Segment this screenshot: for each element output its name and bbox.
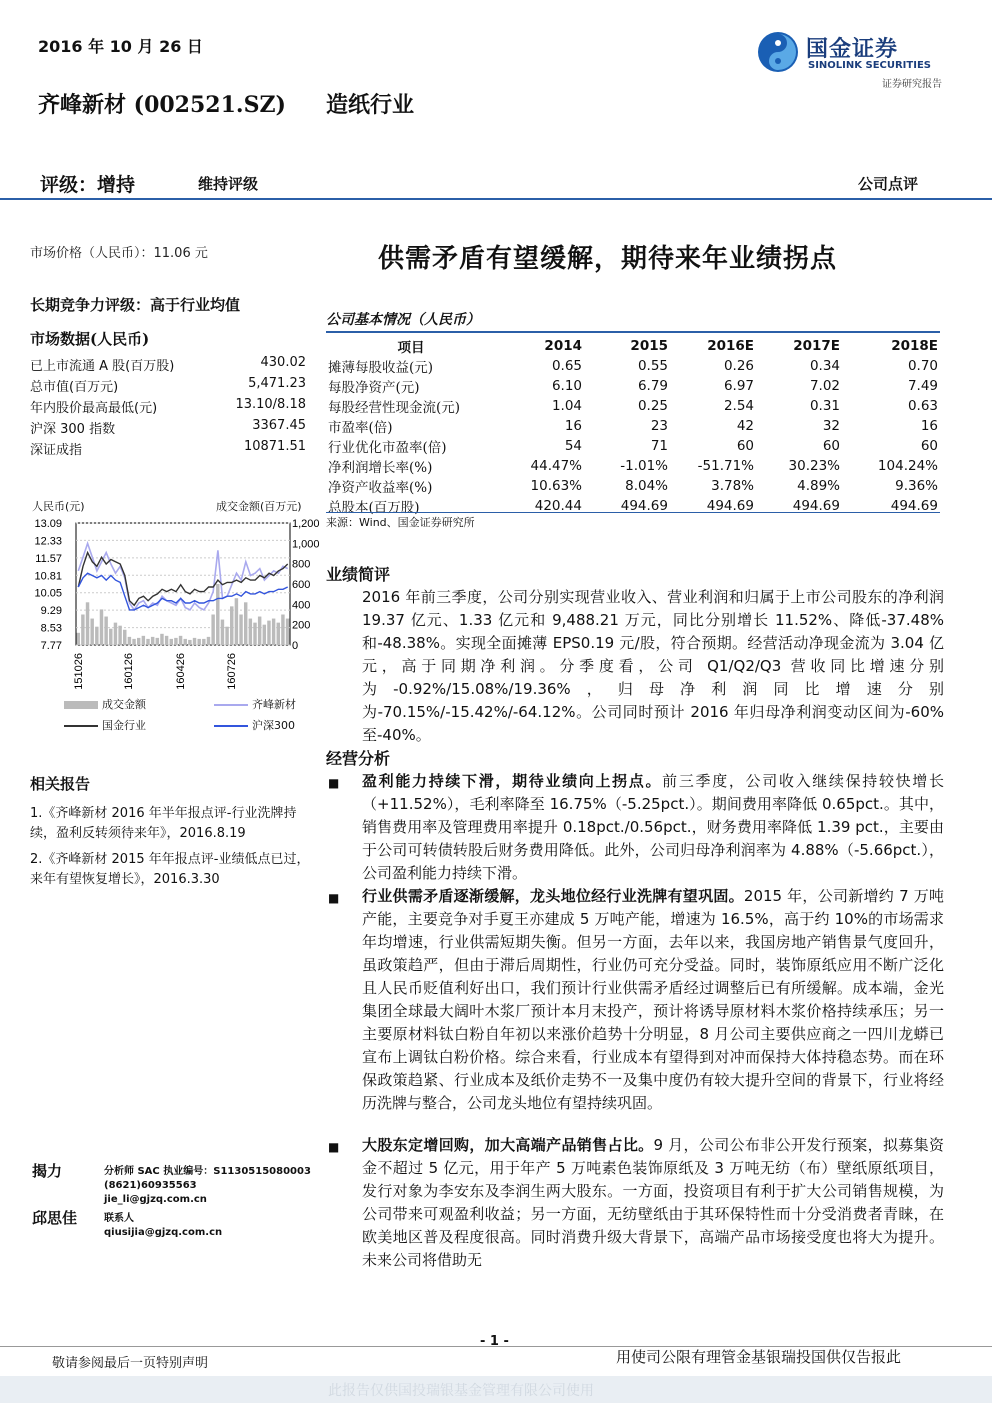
volume-bar (263, 625, 266, 645)
market-row (30, 397, 306, 416)
report-date: 2016 年 10 月 26 日 (38, 37, 203, 56)
y-tick-label: 10.81 (34, 570, 62, 583)
volume-bar (151, 637, 154, 645)
table-cell: 2.54 (723, 398, 754, 414)
volume-bar (118, 626, 121, 645)
legend-swatch-stock (214, 704, 248, 706)
company-name: 齐峰新材 (002521.SZ) (38, 92, 286, 118)
table-cell: 7.02 (809, 378, 840, 394)
table-cell: 0.25 (637, 398, 668, 414)
watermark-text: 此报告仅供国投瑞银基金管理有限公司使用 (328, 1383, 594, 1399)
report-type: 公司点评 (858, 175, 919, 193)
table-row-label: 总股本(百万股) (328, 500, 420, 516)
ops-paragraph-2 (362, 885, 944, 1115)
volume-bar (216, 584, 219, 645)
legend-item (214, 696, 296, 712)
table-header-cell: 2016E (707, 338, 754, 354)
related-report[interactable]: 2.《齐峰新材 2015 年年报点评-业绩低点已过，来年有望恢复增长》，2016.3.30 (30, 852, 310, 887)
ops-paragraph-3 (362, 1134, 944, 1272)
volume-bar (165, 636, 168, 645)
footer-right-text: 用使司公限有理管金基银瑞投国供仅告报此 (616, 1348, 902, 1366)
table-cell: 7.49 (907, 378, 938, 394)
series-line-industry (78, 553, 287, 606)
table-cell: 0.65 (551, 358, 582, 374)
table-cell: -1.01% (620, 458, 668, 474)
rating: 评级：增持 (40, 174, 136, 196)
legend-label: 齐峰新材 (252, 698, 296, 711)
y-tick-label: 13.09 (34, 518, 62, 530)
y-tick-label: 9.29 (40, 605, 62, 618)
table-cell: 8.04% (625, 478, 668, 494)
market-row (30, 376, 306, 395)
y-tick-label: 12.33 (34, 535, 62, 548)
performance-paragraph: 2016 年前三季度，公司分别实现营业收入、营业利润和归属于上市公司股东的净利润 19.37 亿元、1.33 亿元和 9,488.21 万元，同比分别增长 11.52%、降低-37.48%和-48.38%。实现全面摊薄 EPS0.19 元/股，符合预期。经营活动净现金流为 3.04 亿元，高于同期净利润。分季度看，公司 Q1/Q2/Q3 营收同比增速分别为-0.92%/15.08%/19.36%，归母净利润同比增速分别为-70.15%/-15.42%/-64.12%。公司同时预计 2016 年归母净利润变动区间为-60%至-40%。 (362, 588, 944, 744)
market-row (30, 418, 306, 437)
y2-tick-label: 0 (292, 640, 299, 652)
volume-bar (90, 619, 93, 645)
table-header-cell: 项目 (397, 340, 425, 356)
volume-bar (156, 638, 159, 645)
volume-bar (184, 639, 187, 645)
ops-paragraph-1 (362, 770, 944, 885)
legend-item (64, 717, 146, 733)
table-source: 来源：Wind、国金证券研究所 (326, 516, 475, 529)
y2-tick-label: 400 (292, 599, 311, 612)
page-number: - 1 - (480, 1334, 509, 1349)
volume-bar (281, 615, 284, 646)
analyst-name: 邱思佳 (32, 1209, 78, 1227)
volume-bar (123, 630, 126, 645)
volume-bar (221, 620, 224, 645)
table-cell: 0.34 (809, 358, 840, 374)
legend-item (214, 717, 295, 733)
volume-bar (225, 627, 228, 645)
table-header-row (326, 336, 940, 356)
market-value: 10871.51 (243, 439, 306, 454)
table-row-label: 行业优化市盈率(倍) (328, 440, 447, 456)
table-header-cell: 2017E (793, 338, 840, 354)
volume-bar (146, 639, 149, 645)
table-cell: 10.63% (530, 478, 582, 494)
table-cell: 32 (822, 418, 840, 434)
table-cell: 9.36% (895, 478, 938, 494)
logo-sub: 证券研究报告 (882, 79, 942, 90)
volume-bar (286, 619, 289, 645)
volume-bar (142, 636, 145, 645)
chart-y2label: 成交金额(百万元) (216, 500, 302, 513)
y2-tick-label: 200 (292, 619, 311, 632)
table-cell: 0.26 (723, 358, 754, 374)
volume-bar (235, 598, 238, 645)
volume-bar (128, 637, 131, 645)
section-title-performance: 业绩简评 (326, 565, 391, 584)
table-rule-bottom (326, 512, 940, 513)
ops-bold-2: 行业供需矛盾逐渐缓解，龙头地位经行业洗牌有望巩固。 (362, 887, 744, 905)
market-label: 深证成指 (30, 443, 83, 458)
logo-en: SINOLINK SECURITIES (808, 60, 931, 71)
table-cell: 44.47% (530, 458, 582, 474)
volume-bar (179, 636, 182, 645)
table-cell: 60 (736, 438, 754, 454)
rating-note: 维持评级 (198, 175, 259, 193)
legend-label: 沪深300 (252, 719, 295, 732)
ops-text-3: 9 月，公司公布非公开发行预案，拟募集资金不超过 5 亿元，用于年产 5 万吨素色装饰原纸及 3 万吨无纺（布）壁纸原纸项目，发行对象为李安东及李润生两大股东。一方面，投资项目有利于扩大公司销售规模，为公司带来可观盈利收益；另一方面，无纺壁纸由于其环保特性而十分受消费者青睐，在欧美地区普及程度很高。同时消费升级大背景下，高端产品市场接受度也将大为提升。未来公司将借助无 (362, 1136, 944, 1269)
section-title-operations: 经营分析 (326, 749, 391, 768)
volume-bar (174, 638, 177, 645)
volume-bar (249, 619, 252, 645)
x-tick-label: 160426 (175, 653, 187, 690)
sinolink-logo-icon (756, 30, 800, 74)
volume-bar (207, 637, 210, 645)
fin-table-title: 公司基本情况（人民币） (326, 312, 480, 328)
table-header-cell: 2018E (891, 338, 938, 354)
table-cell: 494.69 (620, 498, 668, 514)
volume-bar (160, 634, 163, 645)
market-value: 3367.45 (252, 418, 306, 433)
industry-name: 造纸行业 (326, 92, 415, 118)
volume-bar (277, 623, 280, 645)
x-tick-label: 160726 (226, 653, 238, 690)
ops-bold-3: 大股东定增回购，加大高端产品销售占比。 (362, 1136, 654, 1154)
legend-label: 成交金额 (102, 698, 146, 711)
analyst-role: 联系人 (104, 1213, 134, 1224)
market-label: 已上市流通 A 股(百万股) (30, 359, 175, 374)
table-header-cell: 2015 (630, 338, 668, 354)
analyst-info (104, 1212, 222, 1240)
volume-bar (170, 639, 173, 645)
ops-bold-1: 盈利能力持续下滑，期待业绩向上拐点。 (362, 772, 663, 790)
table-cell: 54 (564, 438, 582, 454)
watermark-bar (0, 1376, 992, 1403)
table-cell: 494.69 (792, 498, 840, 514)
fin-table (326, 336, 940, 516)
volume-bar (197, 639, 200, 645)
volume-bar (104, 617, 107, 645)
market-value: 430.02 (260, 355, 306, 370)
volume-bar (188, 640, 191, 645)
chart-ylabel: 人民币(元) (32, 500, 85, 513)
bullet-icon: ■ (328, 1140, 340, 1154)
volume-bar (114, 623, 117, 645)
table-cell: 60 (920, 438, 938, 454)
ops-text-1: 前三季度，公司收入继续保持较快增长（+11.52%），毛利率降至 16.75%（-5.25pct.）。期间费用率降低 0.65pct.。其中，销售费用率及管理费用率提升 0.18pct./0.56pct.，财务费用率降低 1.39 pct.，主要由于公司可转债转股后财务费用降低。此外，公司归母净利润率为 4.88%（-5.66pct.），公司盈利能力持续下滑。 (362, 772, 944, 882)
volume-bar (109, 629, 112, 645)
analyst-email[interactable]: jie_li@gjzq.com.cn (104, 1194, 207, 1205)
bullet-icon: ■ (328, 891, 340, 905)
market-data-title: 市场数据(人民币) (30, 330, 150, 348)
table-cell: 0.55 (637, 358, 668, 374)
headline: 供需矛盾有望缓解，期待来年业绩拐点 (378, 244, 838, 274)
table-row (326, 416, 940, 436)
table-cell: 71 (650, 438, 668, 454)
volume-bar (253, 623, 256, 645)
chart-frame (76, 523, 290, 645)
y-tick-label: 10.05 (34, 587, 62, 600)
table-cell: 420.44 (534, 498, 582, 514)
y2-tick-label: 800 (292, 558, 311, 571)
legend-swatch-volume (64, 701, 98, 709)
analyst-cert: 分析师 SAC 执业编号：S1130515080003 (104, 1166, 311, 1177)
market-row (30, 355, 306, 374)
related-reports-title: 相关报告 (30, 775, 91, 793)
table-cell: 494.69 (706, 498, 754, 514)
table-row-label: 净利润增长率(%) (328, 460, 433, 476)
table-cell: 0.63 (907, 398, 938, 414)
table-cell: 104.24% (877, 458, 938, 474)
y-tick-label: 8.53 (40, 622, 62, 635)
table-cell: -51.71% (697, 458, 754, 474)
market-label: 总市值(百万元) (30, 380, 119, 395)
legend-item (64, 696, 146, 712)
table-cell: 0.31 (809, 398, 840, 414)
logo-name: 国金证券 (806, 37, 899, 62)
volume-bar (100, 609, 103, 645)
table-cell: 494.69 (890, 498, 938, 514)
y2-tick-label: 1,000 (292, 538, 320, 551)
price-chart (28, 512, 328, 692)
volume-bar (77, 633, 80, 645)
volume-bar (193, 638, 196, 645)
table-row (326, 376, 940, 396)
table-cell: 6.79 (637, 378, 668, 394)
analyst-phone: (8621)60935563 (104, 1180, 197, 1191)
table-cell: 42 (736, 418, 754, 434)
volume-bar (202, 639, 205, 645)
table-row (326, 396, 940, 416)
volume-bar (239, 615, 242, 646)
market-label: 沪深 300 指数 (30, 422, 116, 437)
volume-bar (86, 602, 89, 645)
analyst-info (104, 1165, 311, 1207)
y-tick-label: 7.77 (40, 640, 62, 652)
table-cell: 16 (920, 418, 938, 434)
ops-text-2: 2015 年，公司新增约 7 万吨产能，主要竞争对手夏王亦建成 5 万吨产能，增速为 16.5%，高于约 10%的市场需求年均增速，行业供需短期失衡。但另一方面，去年以来，我国房地产销售景气度回升，虽政策趋严，但由于滞后周期性，行业仍可充分受益。同时，装饰原纸应用不断广泛化且人民币贬值利好出口，我们预计行业供需矛盾经过调整后已有所缓解。成本端，金光集团全球最大阔叶木浆厂预计本月末投产，预计将诱导原材料木浆价格持续承压；另一主要原材料钛白粉自年初以来涨价趋势十分明显，8 月公司主要供应商之一四川龙蟒已宣布上调钛白粉价格。综合来看，行业成本有望得到对冲而保持大体持稳态势。而在环保政策趋紧、行业成本及纸价走势不一及集中度仍有较大提升空间的背景下，行业将经历洗牌与整合，公司龙头地位有望持续巩固。 (362, 887, 944, 1112)
footer-disclaimer: 敬请参阅最后一页特别声明 (52, 1356, 209, 1371)
table-row-label: 净资产收益率(%) (328, 480, 433, 496)
table-row (326, 496, 940, 516)
legend-swatch-index (214, 725, 248, 727)
table-cell: 23 (650, 418, 668, 434)
y2-tick-label: 1,200 (292, 518, 320, 530)
y2-tick-label: 600 (292, 579, 311, 591)
x-tick-label: 151026 (73, 653, 85, 690)
analyst-name: 揭力 (32, 1162, 63, 1180)
market-label: 年内股价最高最低(元) (30, 401, 158, 416)
brand-logo (756, 30, 946, 90)
volume-bar (81, 615, 84, 646)
table-cell: 30.23% (788, 458, 840, 474)
table-row (326, 476, 940, 496)
table-cell: 60 (822, 438, 840, 454)
table-row (326, 436, 940, 456)
legend-label: 国金行业 (102, 719, 146, 732)
market-row (30, 439, 306, 458)
table-cell: 6.10 (551, 378, 582, 394)
volume-bar (132, 639, 135, 645)
x-tick-label: 160126 (123, 653, 135, 690)
table-cell: 0.70 (907, 358, 938, 374)
market-value: 5,471.23 (248, 376, 306, 391)
volume-bar (267, 621, 270, 645)
table-row (326, 456, 940, 476)
volume-bar (211, 615, 214, 646)
long-term-rating: 长期竞争力评级：高于行业均值 (30, 296, 241, 314)
table-cell: 3.78% (711, 478, 754, 494)
table-header-cell: 2014 (544, 338, 582, 354)
y-tick-label: 11.57 (35, 552, 62, 565)
table-cell: 16 (564, 418, 582, 434)
table-row (326, 356, 940, 376)
table-cell: 6.97 (723, 378, 754, 394)
volume-bar (137, 638, 140, 645)
table-cell: 1.04 (551, 398, 582, 414)
table-row-label: 每股净资产(元) (328, 380, 420, 396)
market-value: 13.10/8.18 (235, 397, 306, 412)
table-rule-top (326, 331, 940, 333)
related-report[interactable]: 1.《齐峰新材 2016 年半年报点评-行业洗牌持续，盈利反转须待来年》，2016.8.19 (30, 806, 297, 841)
volume-bar (258, 617, 261, 645)
bullet-icon: ■ (328, 776, 340, 790)
legend-swatch-industry (64, 725, 98, 727)
table-row-label: 每股经营性现金流(元) (328, 400, 461, 416)
volume-bar (272, 619, 275, 645)
volume-bar (95, 627, 98, 645)
table-row-label: 市盈率(倍) (328, 420, 393, 436)
rating-bar (0, 168, 992, 200)
market-price: 市场价格（人民币）：11.06 元 (30, 246, 208, 261)
analyst-email[interactable]: qiusijia@gjzq.com.cn (104, 1227, 223, 1238)
table-cell: 4.89% (797, 478, 840, 494)
table-row-label: 摊薄每股收益(元) (328, 360, 434, 376)
volume-bar (230, 606, 233, 645)
volume-bar (244, 602, 247, 645)
